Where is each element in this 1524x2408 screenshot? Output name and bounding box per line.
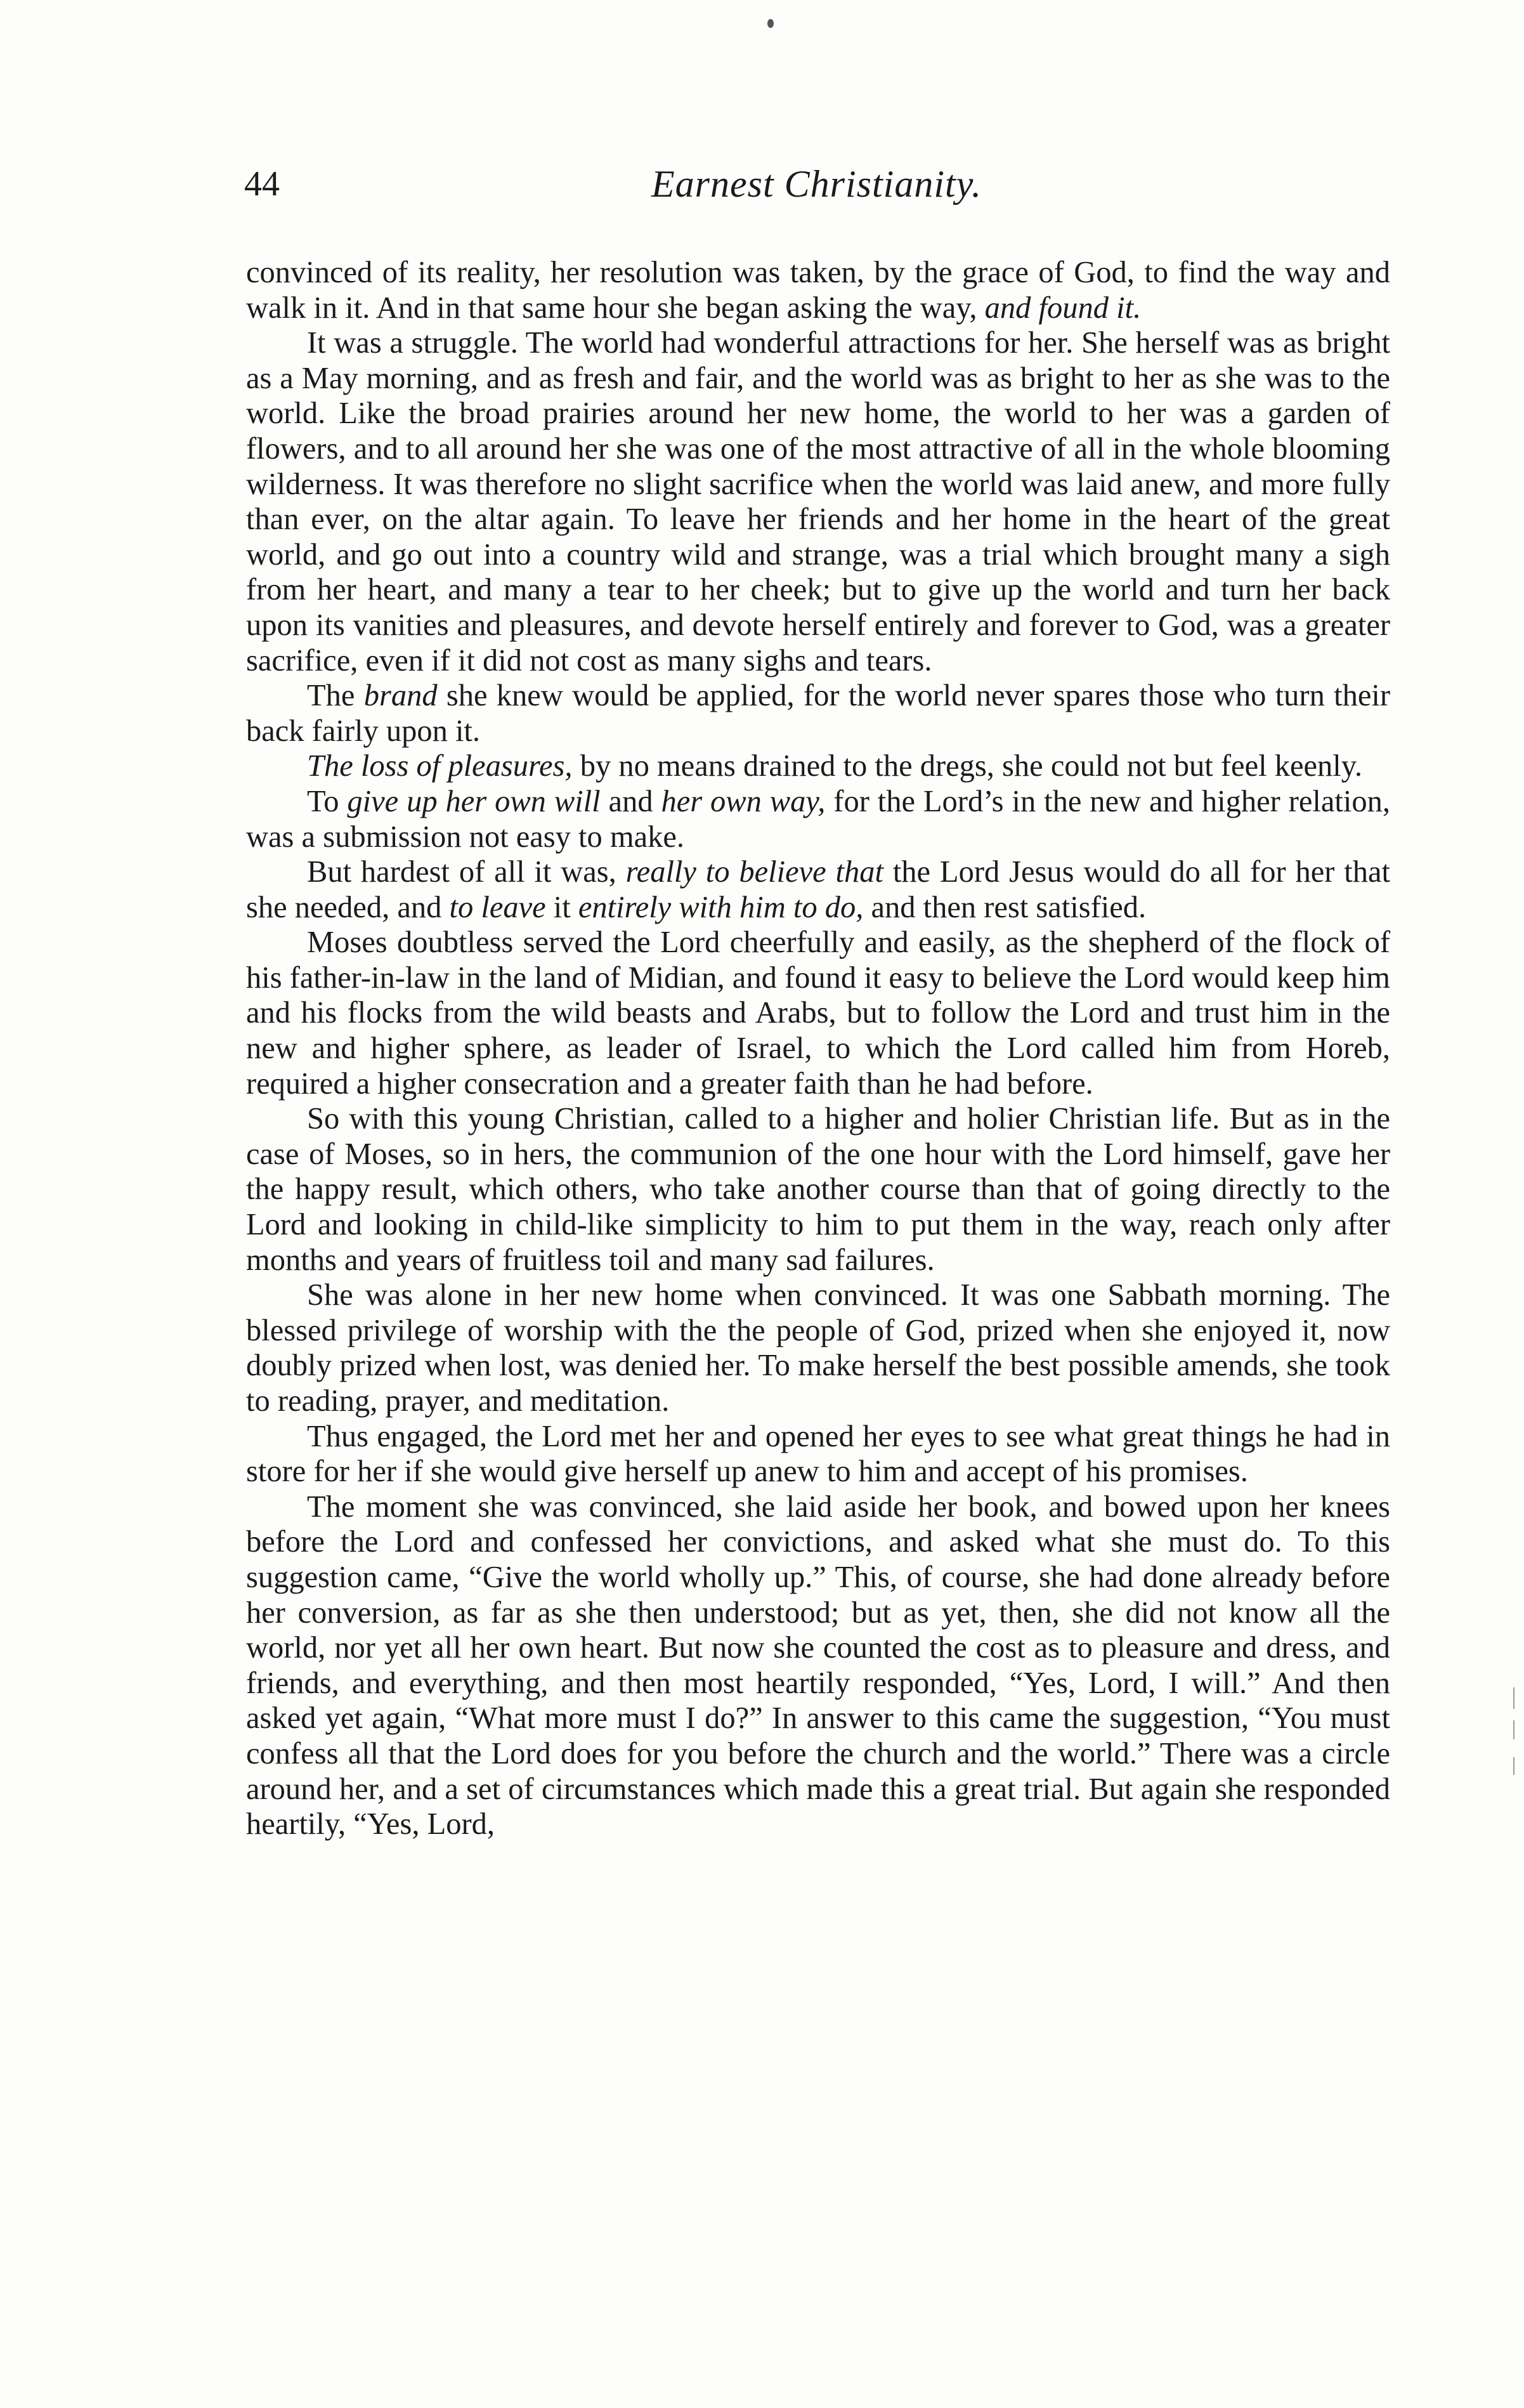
running-title: Earnest Christianity. (651, 163, 982, 205)
paragraph: To give up her own will and her own way, for the Lord’s in the new and higher relation, was a submission not easy to make. (246, 784, 1390, 854)
paragraph: So with this young Christian, called to a higher and holier Christian life. But as in the case of Moses, so in hers, the communion of the one hour with the Lord himself, gave her the happy result, which others, who take another course than that of going directly to the Lord and looking in child-like simplicity to him to put them in the way, reach only after months and years of fruitless toil and many sad failures. (246, 1102, 1390, 1277)
running-head (244, 159, 1389, 209)
paragraph: But hardest of all it was, really to believe that the Lord Jesus would do all for her that she needed, and to leave it entirely with him to do, and then rest satisfied. (246, 855, 1390, 924)
paragraph: Moses doubtless served the Lord cheerfully and easily, as the shepherd of the flock of his father-in-law in the land of Midian, and found it easy to believe the Lord would keep him and his flocks from the wild beasts and Arabs, but to follow the Lord and trust him in the new and higher sphere, as leader of Israel, to which the Lord called him from Horeb, required a higher consecration and a greater faith than he had before. (246, 926, 1390, 1101)
margin-mark (1513, 1687, 1514, 1709)
paragraph: convinced of its reality, her resolution was taken, by the grace of God, to find the way and walk in it. And in that same hour she began asking the way, and found it. (246, 256, 1390, 325)
paragraph: The brand she knew would be applied, for the world never spares those who turn their back fairly upon it. (246, 679, 1391, 748)
margin-mark (1513, 1757, 1514, 1775)
body-text (246, 255, 1390, 1842)
paragraph: She was alone in her new home when convinced. It was one Sabbath morning. The blessed privilege of worship with the the people of God, prized when she enjoyed it, now doubly prized when lost, was denied her. To make herself the best possible amends, she took to reading, prayer, and meditation. (246, 1278, 1390, 1418)
paragraph: The moment she was convinced, she laid aside her book, and bowed upon her knees before the Lord and confessed her convictions, and asked what she must do. To this suggestion came, “Give the world wholly up.” This, of course, she had done already before her conversion, as far as she then understood; but as yet, then, she did not know all the world, nor yet all her own heart. But now she counted the cost as to pleasure and dress, and friends, and everything, and then most heartily responded, “Yes, Lord, I will.” And then asked yet again, “What more must I do?” In answer to this came the suggestion, “You must confess all that the Lord does for you before the church and the world.” There was a circle around her, and a set of circumstances which made this a great trial. But again she responded heartily, “Yes, Lord, (246, 1489, 1390, 1842)
paragraph: Thus engaged, the Lord met her and opened her eyes to see what great things he had in store for her if she would give herself up anew to him and accept of his promises. (246, 1419, 1390, 1489)
ink-speck (767, 19, 774, 28)
paragraph: It was a struggle. The world had wonderful attractions for her. She herself was as bright as a May morning, and as fresh and fair, and the world was as bright to her as she was to the world. Like the broad prairies around her new home, the world to her was a garden of flowers, and to all around her she was one of the most attractive of all in the whole blooming wilderness. It was therefore no slight sacrifice when the world was laid anew, and more fully than ever, on the altar again. To leave her friends and her home in the heart of the great world, and go out into a country wild and strange, was a trial which brought many a sigh from her heart, and many a tear to her cheek; but to give up the world and turn her back upon its vanities and pleasures, and devote herself entirely and forever to God, was a greater sacrifice, even if it did not cost as many sighs and tears. (246, 326, 1390, 677)
page-number: 44 (244, 164, 280, 204)
margin-mark (1513, 1720, 1514, 1739)
paragraph: The loss of pleasures, by no means drained to the dregs, she could not but feel keenly. (307, 749, 1362, 783)
